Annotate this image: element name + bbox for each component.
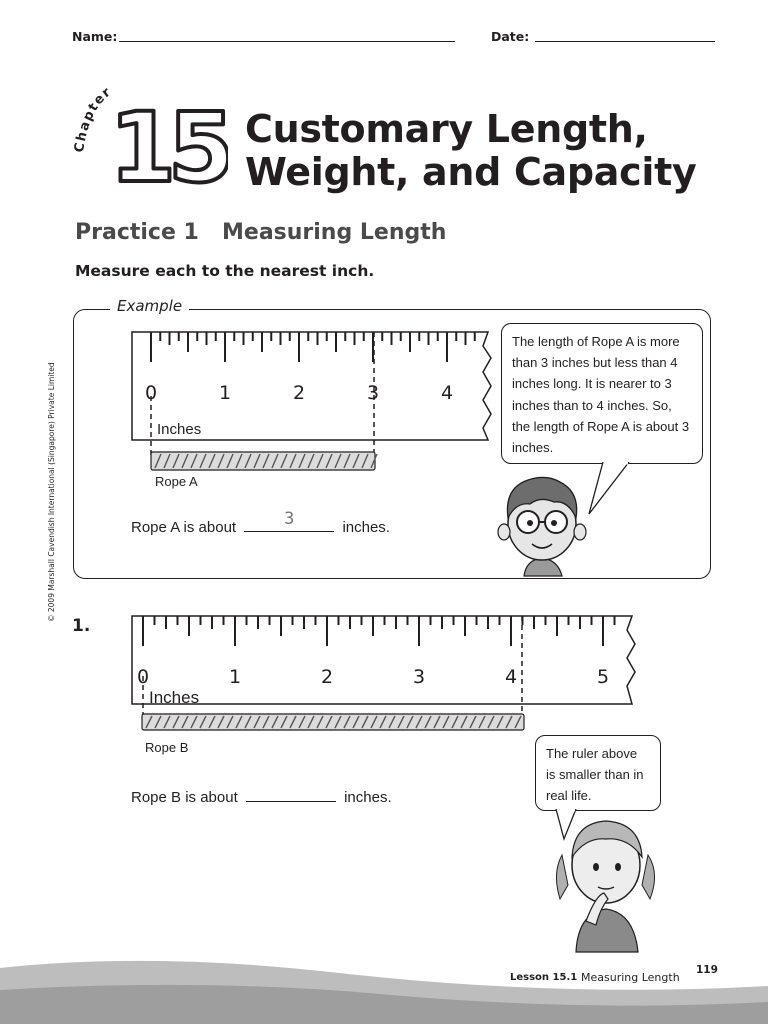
question-1-ruler-body [132, 616, 635, 704]
date-field[interactable] [535, 41, 715, 42]
question-1-speech-bubble: The ruler above is smaller than in real life. [535, 735, 661, 811]
question-1-ruler-number: 2 [320, 666, 334, 688]
question-1-ruler-number: 0 [136, 666, 150, 688]
question-1-number: 1. [72, 616, 91, 636]
example-ruler-number: 4 [440, 382, 454, 404]
example-answer-blank [244, 509, 334, 532]
example-label: Example [110, 297, 189, 315]
chapter-title [245, 108, 696, 194]
chapter-number: 15 [109, 92, 227, 195]
question-1-ruler-number: 3 [412, 666, 426, 688]
example-speech-bubble: The length of Rope A is more than 3 inches but less than 4 inches long. It is nearer to 3 inches than to 4 inches. So, the length of Rope A is about 3 inches. [501, 323, 703, 464]
question-1-ruler-unit: Inches [149, 688, 200, 707]
chapter-title-line1: Customary Length, [245, 107, 648, 151]
question-1-ruler-number: 1 [228, 666, 242, 688]
instructions: Measure each to the nearest inch. [75, 262, 375, 280]
practice-title: Measuring Length [222, 220, 447, 245]
practice-label: Practice 1 [75, 220, 199, 245]
chapter-word: Chapter [72, 84, 115, 154]
example-ruler-unit: Inches [157, 421, 202, 438]
question-1-sentence-end: inches. [344, 789, 392, 806]
example-sentence [131, 509, 390, 536]
example-ruler-number: 3 [366, 382, 380, 404]
boy-illustration [494, 472, 590, 577]
question-1-ruler-number: 5 [596, 666, 610, 688]
chapter-title-line2: Weight, and Capacity [245, 150, 697, 194]
example-sentence-end: inches. [342, 519, 390, 536]
rope-b-label: Rope B [145, 740, 189, 755]
name-field[interactable] [119, 41, 455, 42]
rope-a-label: Rope A [155, 474, 198, 489]
copyright-notice: © 2009 Marshall Cavendish International (Singapore) Private Limited [47, 362, 56, 622]
girl-illustration [552, 815, 664, 953]
footer-lesson-title: Measuring Length [581, 971, 680, 984]
question-1-sentence [131, 787, 392, 806]
example-ruler [128, 326, 498, 476]
example-sentence-start: Rope A is about [131, 519, 237, 536]
example-ruler-number: 2 [292, 382, 306, 404]
question-1-ruler [128, 612, 638, 738]
example-answer: 3 [284, 509, 295, 529]
page-number: 119 [696, 964, 718, 976]
question-1-answer-blank[interactable] [246, 787, 336, 802]
footer-wave [0, 950, 768, 1024]
example-ruler-number: 1 [218, 382, 232, 404]
date-label: Date: [491, 29, 530, 44]
chapter-badge [68, 75, 228, 195]
name-label: Name: [72, 29, 118, 44]
question-1-sentence-start: Rope B is about [131, 789, 238, 806]
question-1-ruler-number: 4 [504, 666, 518, 688]
footer-lesson: Lesson 15.1 [510, 972, 578, 983]
example-ruler-number: 0 [144, 382, 158, 404]
example-bubble-tail [585, 462, 635, 518]
